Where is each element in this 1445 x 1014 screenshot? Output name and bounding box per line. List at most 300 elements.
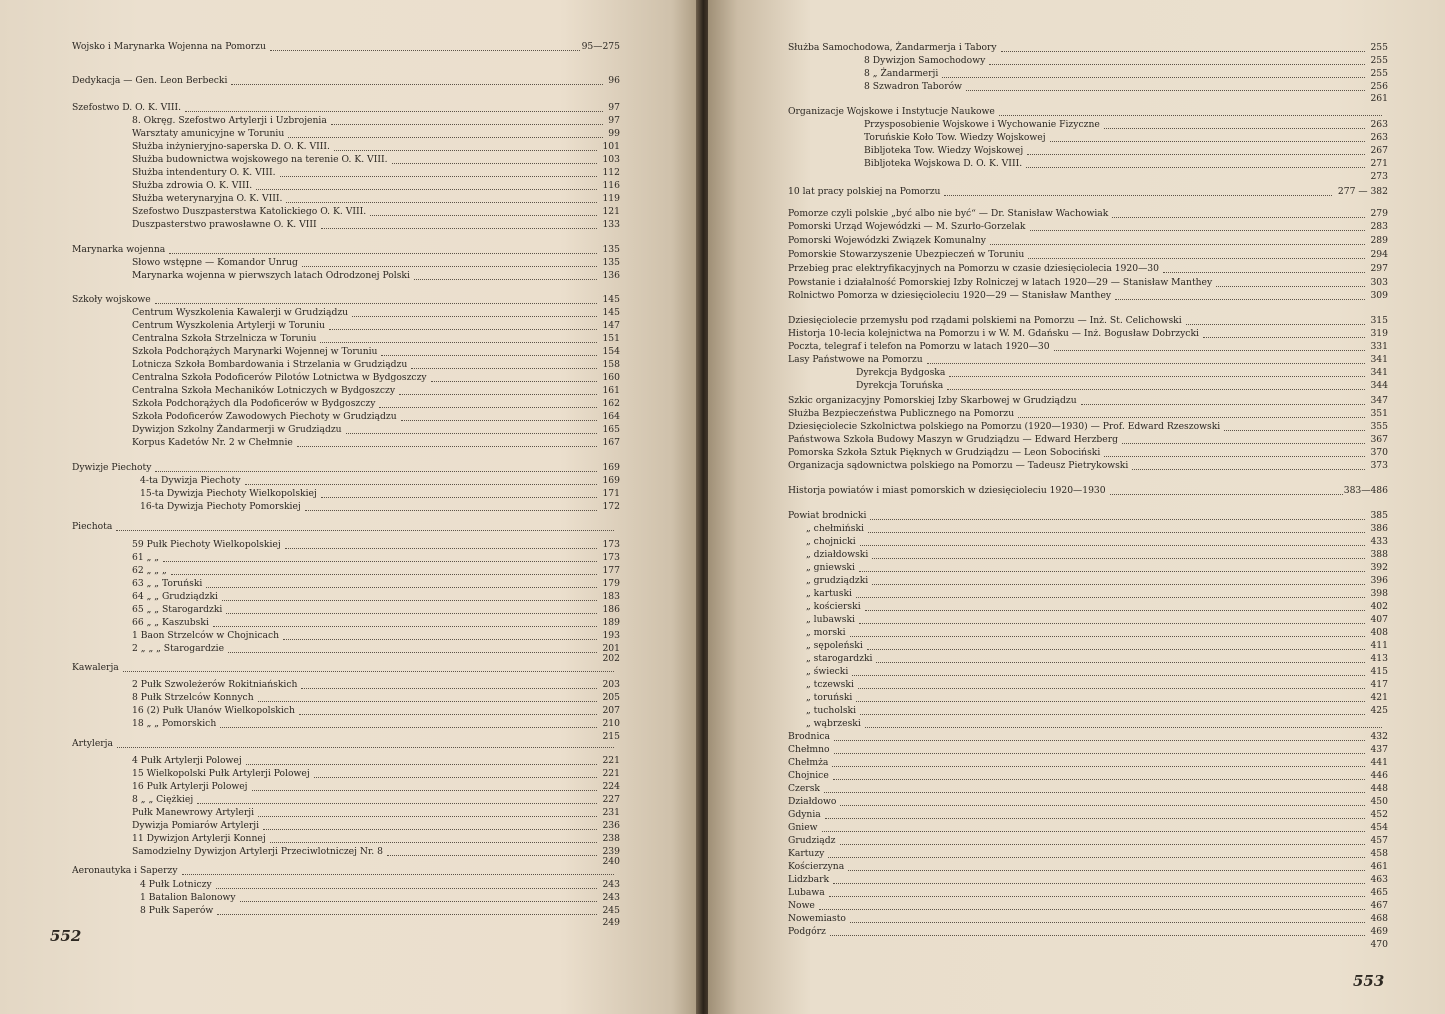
leader-dots	[1104, 118, 1365, 129]
toc-entry-title: „ toruński	[806, 692, 853, 703]
toc-entry	[788, 234, 1388, 247]
left-page	[0, 0, 700, 1014]
leader-dots	[1050, 131, 1365, 142]
toc-entry-title: Lidzbark	[788, 874, 830, 885]
toc-entry	[72, 590, 620, 603]
toc-entry-page: 452	[1370, 809, 1388, 820]
leader-dots	[858, 678, 1365, 689]
toc-entry	[72, 256, 620, 269]
toc-entry-page: 186	[602, 604, 620, 615]
toc-entry-title: 1 Batalion Balonowy	[140, 892, 236, 903]
toc-entry-title: Szkoła Podchorążych Marynarki Wojennej w Toruniu	[132, 346, 378, 357]
toc-entry-title: 4-ta Dywizja Piechoty	[140, 475, 241, 486]
toc-entry-page: 97	[608, 102, 620, 113]
leader-dots	[163, 551, 597, 562]
toc-entry-page: 392	[1370, 562, 1388, 573]
toc-entry-page: 193	[602, 630, 620, 641]
leader-dots	[217, 904, 597, 915]
toc-entry-title: 1 Baon Strzelców w Chojnicach	[132, 630, 280, 641]
toc-entry	[788, 782, 1388, 795]
toc-entry-page: 273	[1370, 171, 1388, 182]
leader-dots	[216, 878, 597, 889]
toc-entry-page: 344	[1370, 380, 1388, 391]
toc-entry	[788, 41, 1388, 54]
toc-entry	[72, 474, 620, 487]
toc-entry-title: 62 „ „ „	[132, 565, 167, 576]
toc-entry	[72, 166, 620, 179]
toc-entry-title: Pomorski Urząd Wojewódzki — M. Szurło-Gorzelak	[788, 221, 1026, 232]
toc-entry-title: „ chojnicki	[806, 536, 856, 547]
toc-entry	[72, 101, 620, 114]
toc-entry	[788, 795, 1388, 808]
toc-entry	[788, 248, 1388, 261]
toc-entry	[72, 864, 620, 877]
toc-entry-page: 454	[1370, 822, 1388, 833]
toc-entry	[72, 436, 620, 449]
leader-dots	[346, 423, 597, 434]
toc-entry	[72, 218, 620, 231]
toc-entry-page: 249	[602, 917, 620, 928]
toc-entry-title: „ świecki	[806, 666, 849, 677]
toc-entry-title: Grudziądz	[788, 835, 836, 846]
toc-entry	[72, 564, 620, 577]
toc-entry	[788, 446, 1388, 459]
toc-entry	[72, 371, 620, 384]
leader-dots	[966, 80, 1365, 91]
toc-entry	[788, 67, 1388, 80]
toc-entry	[72, 114, 620, 127]
leader-dots	[1203, 327, 1365, 338]
leader-dots	[947, 379, 1365, 390]
toc-entry-title: Pomorski Wojewódzki Związek Komunalny	[788, 235, 986, 246]
toc-entry-title: Lotnicza Szkoła Bombardowania i Strzelania w Grudziądzu	[132, 359, 408, 370]
leader-dots	[226, 603, 597, 614]
toc-entry-page: 385	[1370, 510, 1388, 521]
leader-dots	[1163, 262, 1365, 273]
toc-entry-title: 8 „ „ Ciężkiej	[132, 794, 194, 805]
leader-dots	[1216, 276, 1365, 287]
toc-entry-page: 267	[1370, 145, 1388, 156]
toc-entry-title: Pomorze czyli polskie „być albo nie być“ — Dr. Stanisław Wachowiak	[788, 208, 1109, 219]
toc-entry	[788, 912, 1388, 925]
leader-dots	[848, 860, 1365, 871]
toc-entry-title: „ lubawski	[806, 614, 855, 625]
toc-entry-page: 164	[602, 411, 620, 422]
toc-entry	[72, 780, 620, 793]
toc-entry-page: 255	[1370, 42, 1388, 53]
toc-entry-title: Dyrekcja Bydgoska	[856, 367, 946, 378]
toc-entry-title: „ gniewski	[806, 562, 855, 573]
leader-dots	[1054, 340, 1365, 351]
toc-entry-page: 179	[602, 578, 620, 589]
toc-entry-page: 411	[1370, 640, 1388, 651]
toc-entry-title: 2 Pułk Szwoleżerów Rokitniańskich	[132, 679, 298, 690]
leader-dots	[320, 332, 597, 343]
toc-entry-title: 8. Okręg. Szefostwo Artylerji i Uzbrojenia	[132, 115, 327, 126]
toc-entry	[72, 179, 620, 192]
toc-entry-page: 465	[1370, 887, 1388, 898]
toc-entry	[788, 730, 1388, 743]
toc-entry-title: Gdynia	[788, 809, 821, 820]
page-number-right: 553	[1353, 972, 1385, 990]
leader-dots	[288, 127, 603, 138]
leader-dots	[856, 691, 1365, 702]
toc-entry	[788, 420, 1388, 433]
toc-entry-title: Kawalerja	[72, 662, 119, 673]
toc-entry-page: 215	[602, 731, 620, 742]
toc-entry	[788, 873, 1388, 886]
toc-entry	[788, 366, 1388, 379]
toc-entry-page: 173	[602, 539, 620, 550]
toc-entry-title: 64 „ „ Grudziądzki	[132, 591, 218, 602]
toc-entry-page: 421	[1370, 692, 1388, 703]
leader-dots	[824, 782, 1365, 793]
toc-entry	[788, 54, 1388, 67]
toc-entry	[788, 834, 1388, 847]
toc-entry-title: 18 „ „ Pomorskich	[132, 718, 217, 729]
toc-entry-page: 101	[602, 141, 620, 152]
toc-entry	[788, 433, 1388, 446]
toc-entry	[788, 522, 1388, 535]
toc-entry-page: 370	[1370, 447, 1388, 458]
leader-dots	[850, 626, 1365, 637]
toc-entry	[788, 105, 1388, 118]
toc-entry-title: 4 Pułk Lotniczy	[140, 879, 212, 890]
toc-entry	[72, 423, 620, 436]
toc-entry-title: Marynarka wojenna w pierwszych latach Odrodzonej Polski	[132, 270, 410, 281]
toc-entry	[72, 243, 620, 256]
toc-entry-page: 169	[602, 462, 620, 473]
leader-dots	[258, 691, 597, 702]
toc-entry	[788, 131, 1388, 144]
leader-dots	[852, 665, 1365, 676]
leader-dots	[169, 243, 597, 254]
toc-entry	[788, 600, 1388, 613]
toc-entry-title: Kartuzy	[788, 848, 825, 859]
toc-entry	[788, 289, 1388, 302]
left-table-of-contents	[72, 0, 620, 1000]
toc-entry	[788, 379, 1388, 392]
toc-entry-title: „ kartuski	[806, 588, 852, 599]
toc-entry	[788, 704, 1388, 717]
toc-entry-page: 221	[602, 755, 620, 766]
toc-entry	[72, 487, 620, 500]
toc-entry-title: Dziesięciolecie Szkolnictwa polskiego na Pomorzu (1920—1930) — Prof. Edward Rzeszowski	[788, 421, 1221, 432]
leader-dots	[285, 538, 597, 549]
leader-dots	[868, 522, 1365, 533]
leader-dots	[206, 577, 597, 588]
toc-entry-page: 289	[1370, 235, 1388, 246]
leader-dots	[321, 218, 597, 229]
toc-entry-page: 183	[602, 591, 620, 602]
toc-entry-page: 161	[602, 385, 620, 396]
toc-entry	[72, 192, 620, 205]
toc-entry	[788, 144, 1388, 157]
toc-entry	[788, 886, 1388, 899]
leader-dots	[321, 487, 597, 498]
leader-dots	[414, 269, 597, 280]
leader-dots	[116, 520, 614, 531]
toc-entry-page: 425	[1370, 705, 1388, 716]
toc-entry-title: Lubawa	[788, 887, 825, 898]
leader-dots	[399, 384, 597, 395]
toc-entry-page: 151	[602, 333, 620, 344]
toc-entry-title: Służba intendentury O. K. VIII.	[132, 167, 276, 178]
toc-entry-page: 243	[602, 879, 620, 890]
leader-dots	[283, 629, 597, 640]
toc-entry-title: „ kościerski	[806, 601, 861, 612]
toc-entry-title: Poczta, telegraf i telefon na Pomorzu w latach 1920—30	[788, 341, 1050, 352]
toc-entry-page: 331	[1370, 341, 1388, 352]
toc-entry-title: „ starogardzki	[806, 653, 873, 664]
toc-entry-title: Służba inżynieryjno-saperska D. O. K. VIII.	[132, 141, 330, 152]
toc-entry-title: Marynarka wojenna	[72, 244, 166, 255]
leader-dots	[117, 737, 614, 748]
toc-entry-title: 59 Pułk Piechoty Wielkopolskiej	[132, 539, 281, 550]
leader-dots	[833, 873, 1365, 884]
leader-dots	[990, 234, 1365, 245]
toc-entry-page: 458	[1370, 848, 1388, 859]
toc-entry-page: 283	[1370, 221, 1388, 232]
leader-dots	[263, 819, 597, 830]
toc-entry-title: „ działdowski	[806, 549, 869, 560]
leader-dots	[828, 847, 1365, 858]
leader-dots	[1132, 459, 1365, 470]
toc-entry-title: 63 „ „ Toruński	[132, 578, 203, 589]
toc-entry	[72, 603, 620, 616]
leader-dots	[1186, 314, 1365, 325]
leader-dots	[305, 500, 597, 511]
toc-entry-title: Szefostwo D. O. K. VIII.	[72, 102, 182, 113]
toc-entry-title: 8 Dywizjon Samochodowy	[864, 55, 986, 66]
leader-dots	[246, 754, 597, 765]
toc-entry-title: Artylerja	[72, 738, 114, 749]
toc-entry	[788, 626, 1388, 639]
page-number-left: 552	[50, 927, 82, 945]
leader-dots	[258, 806, 597, 817]
toc-entry	[72, 397, 620, 410]
toc-entry-title: Centralna Szkoła Strzelnicza w Toruniu	[132, 333, 317, 344]
toc-entry-title: 10 lat pracy polskiej na Pomorzu	[788, 186, 941, 197]
toc-entry-page: 383—486	[1343, 485, 1388, 496]
toc-entry	[72, 410, 620, 423]
toc-entry-page: 189	[602, 617, 620, 628]
toc-entry-title: Wojsko i Marynarka Wojenna na Pomorzu	[72, 41, 266, 52]
toc-entry	[72, 916, 620, 929]
toc-entry-page: 279	[1370, 208, 1388, 219]
leader-dots	[867, 639, 1365, 650]
toc-entry-title: Chełmża	[788, 757, 829, 768]
toc-entry-title: Kościerzyna	[788, 861, 845, 872]
toc-entry	[72, 616, 620, 629]
toc-entry-page: 169	[602, 475, 620, 486]
toc-entry-page: 347	[1370, 395, 1388, 406]
toc-entry-page: 177	[602, 565, 620, 576]
toc-entry-title: Gniew	[788, 822, 818, 833]
toc-entry-title: Służba Bezpieczeństwa Publicznego na Pomorzu	[788, 408, 1015, 419]
leader-dots	[865, 600, 1365, 611]
toc-entry	[72, 306, 620, 319]
leader-dots	[352, 306, 597, 317]
toc-entry	[72, 793, 620, 806]
toc-entry-page: 263	[1370, 119, 1388, 130]
toc-entry	[788, 769, 1388, 782]
toc-entry-page: 255	[1370, 55, 1388, 66]
toc-entry-page: 231	[602, 807, 620, 818]
toc-entry-page: 373	[1370, 460, 1388, 471]
leader-dots	[850, 912, 1365, 923]
toc-entry	[72, 319, 620, 332]
toc-entry-title: Centrum Wyszkolenia Artylerji w Toruniu	[132, 320, 325, 331]
toc-entry	[788, 613, 1388, 626]
toc-entry-title: Szkoły wojskowe	[72, 294, 151, 305]
leader-dots	[1001, 41, 1365, 52]
toc-entry-page: 417	[1370, 679, 1388, 690]
toc-entry-title: Dyrekcja Toruńska	[856, 380, 944, 391]
leader-dots	[927, 353, 1365, 364]
toc-entry-title: Chojnice	[788, 770, 829, 781]
toc-entry-page: 309	[1370, 290, 1388, 301]
toc-entry-page: 469	[1370, 926, 1388, 937]
toc-entry	[72, 153, 620, 166]
toc-entry-title: Działdowo	[788, 796, 837, 807]
toc-entry	[72, 74, 620, 87]
toc-entry	[72, 717, 620, 730]
toc-entry-title: Powstanie i działalność Pomorskiej Izby Rolniczej w latach 1920—29 — Stanisław Manthey	[788, 277, 1213, 288]
toc-entry-title: Toruńskie Koło Tow. Wiedzy Wojskowej	[864, 132, 1046, 143]
toc-entry-page: 97	[608, 115, 620, 126]
toc-entry-page: 467	[1370, 900, 1388, 911]
toc-entry	[788, 587, 1388, 600]
toc-entry	[72, 384, 620, 397]
toc-entry	[788, 220, 1388, 233]
toc-entry-title: „ grudziądzki	[806, 575, 869, 586]
toc-entry-page: 210	[602, 718, 620, 729]
leader-dots	[314, 767, 597, 778]
toc-entry-title: Centralna Szkoła Mechaników Lotniczych w Bydgoszczy	[132, 385, 396, 396]
leader-dots	[1104, 446, 1365, 457]
leader-dots	[155, 461, 597, 472]
leader-dots	[949, 366, 1365, 377]
toc-entry-title: Służba weterynaryjna O. K. VIII.	[132, 193, 283, 204]
leader-dots	[379, 397, 597, 408]
toc-entry	[788, 157, 1388, 170]
leader-dots	[171, 564, 597, 575]
toc-entry-page: 207	[602, 705, 620, 716]
toc-entry-title: Dywizjon Szkolny Żandarmerji w Grudziądzu	[132, 424, 342, 435]
toc-entry	[72, 577, 620, 590]
toc-entry	[788, 756, 1388, 769]
toc-entry-title: 16-ta Dywizja Piechoty Pomorskiej	[140, 501, 301, 512]
toc-entry	[72, 704, 620, 717]
toc-entry-page: 396	[1370, 575, 1388, 586]
leader-dots	[819, 899, 1365, 910]
toc-entry-title: Przysposobienie Wojskowe i Wychowanie Fizyczne	[864, 119, 1100, 130]
toc-entry-title: Organizacja sądownictwa polskiego na Pomorzu — Tadeusz Pietrykowski	[788, 460, 1129, 471]
toc-entry-page: 99	[608, 128, 620, 139]
toc-entry-page: 457	[1370, 835, 1388, 846]
toc-entry	[788, 743, 1388, 756]
toc-entry	[72, 878, 620, 891]
toc-entry-page: 147	[602, 320, 620, 331]
toc-entry	[788, 535, 1388, 548]
toc-entry	[72, 819, 620, 832]
toc-entry-page: 446	[1370, 770, 1388, 781]
toc-entry	[788, 678, 1388, 691]
toc-entry-page: 236	[602, 820, 620, 831]
leader-dots	[1018, 407, 1365, 418]
leader-dots	[280, 166, 597, 177]
toc-entry-page: 243	[602, 892, 620, 903]
toc-entry-page: 135	[602, 244, 620, 255]
toc-entry-page: 463	[1370, 874, 1388, 885]
toc-entry	[788, 394, 1388, 407]
toc-entry-title: Rolnictwo Pomorza w dziesięcioleciu 1920—29 — Stanisław Manthey	[788, 290, 1112, 301]
toc-entry-title: Historja powiatów i miast pomorskich w dziesięcioleciu 1920—1930	[788, 485, 1106, 496]
toc-entry-title: Lasy Państwowe na Pomorzu	[788, 354, 923, 365]
toc-entry	[72, 293, 620, 306]
toc-entry-page: 367	[1370, 434, 1388, 445]
toc-entry-title: Szkoła Podoficerów Zawodowych Piechoty w Grudziądzu	[132, 411, 397, 422]
toc-entry-title: Dedykacja — Gen. Leon Berbecki	[72, 75, 228, 86]
leader-dots	[123, 661, 614, 672]
toc-entry-title: Szefostwo Duszpasterstwa Katolickiego O. K. VIII.	[132, 206, 367, 217]
toc-entry-page: 154	[602, 346, 620, 357]
toc-entry-page: 203	[602, 679, 620, 690]
toc-entry-title: 4 Pułk Artylerji Polowej	[132, 755, 242, 766]
toc-entry-page: 294	[1370, 249, 1388, 260]
toc-entry-page: 221	[602, 768, 620, 779]
leader-dots	[822, 821, 1365, 832]
toc-entry-page: 145	[602, 307, 620, 318]
toc-entry	[72, 332, 620, 345]
toc-entry-title: Chełmno	[788, 744, 830, 755]
toc-entry-page: 407	[1370, 614, 1388, 625]
toc-entry	[788, 353, 1388, 366]
toc-entry-page: 386	[1370, 523, 1388, 534]
toc-entry-title: 8 Szwadron Taborów	[864, 81, 962, 92]
toc-entry-title: Słowo wstępne — Komandor Unrug	[132, 257, 298, 268]
toc-entry-page: 135	[602, 257, 620, 268]
leader-dots	[1030, 220, 1365, 231]
toc-entry-page: 402	[1370, 601, 1388, 612]
toc-entry-page: 413	[1370, 653, 1388, 664]
toc-entry-title: 15 Wielkopolski Pułk Artylerji Polowej	[132, 768, 310, 779]
toc-entry	[788, 574, 1388, 587]
toc-entry-title: 8 „ Żandarmerji	[864, 68, 939, 79]
toc-entry-page: 415	[1370, 666, 1388, 677]
toc-entry-page: 96	[608, 75, 620, 86]
toc-entry-title: „ wąbrzeski	[806, 718, 861, 729]
toc-entry	[72, 767, 620, 780]
leader-dots	[989, 54, 1365, 65]
toc-entry	[788, 262, 1388, 275]
leader-dots	[334, 140, 597, 151]
toc-entry-page: 450	[1370, 796, 1388, 807]
toc-entry-page: 319	[1370, 328, 1388, 339]
toc-entry-page: 398	[1370, 588, 1388, 599]
toc-entry-title: „ sępoleński	[806, 640, 863, 651]
toc-entry-title: Państwowa Szkoła Budowy Maszyn w Grudziądzu — Edward Herzberg	[788, 434, 1118, 445]
toc-entry	[72, 40, 620, 53]
leader-dots	[1112, 207, 1365, 218]
toc-entry-page: 263	[1370, 132, 1388, 143]
toc-entry	[72, 269, 620, 282]
toc-entry-title: Służba zdrowia O. K. VIII.	[132, 180, 253, 191]
toc-entry-page: 136	[602, 270, 620, 281]
leader-dots	[1224, 420, 1365, 431]
leader-dots	[942, 67, 1365, 78]
